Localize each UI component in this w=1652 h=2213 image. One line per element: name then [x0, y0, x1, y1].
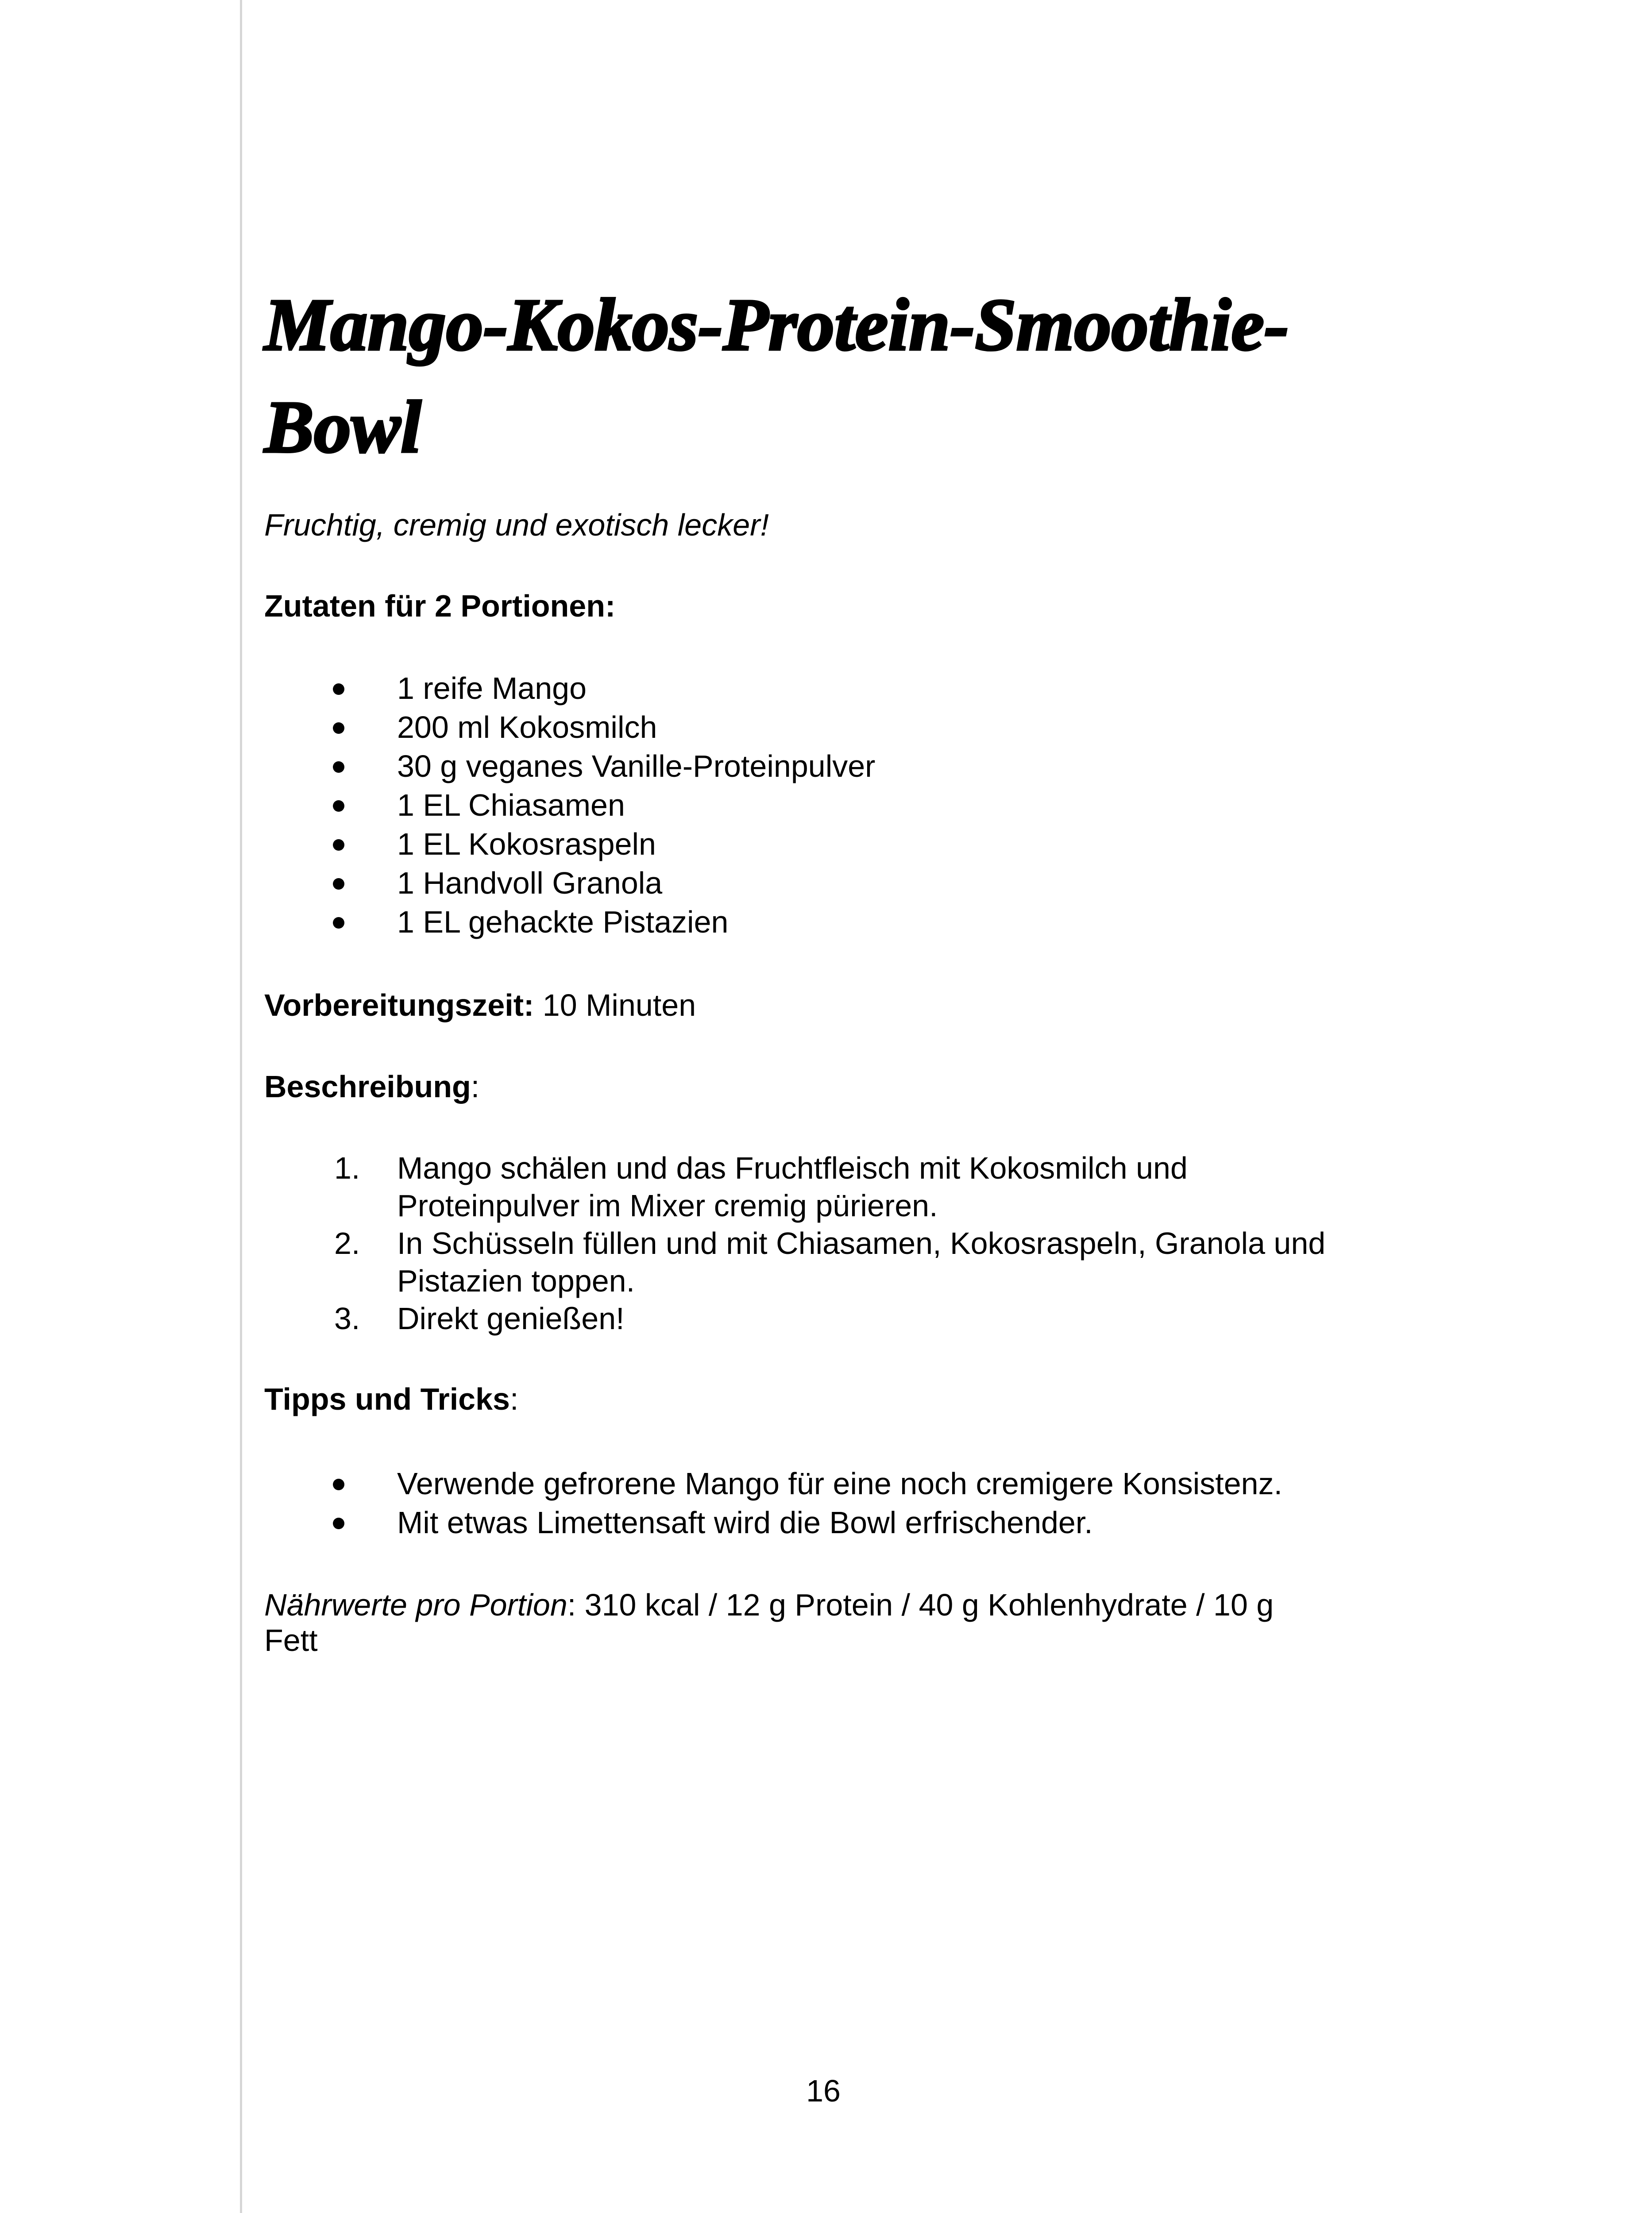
ingredient-text: 1 EL gehackte Pistazien [397, 905, 729, 939]
tips-suffix: : [509, 1382, 519, 1416]
step-number: 3. [334, 1301, 360, 1336]
tip-text: Verwende gefrorene Mango für eine noch cremigere Konsistenz. [397, 1466, 1283, 1501]
step-number: 1. [334, 1151, 360, 1185]
step-number: 2. [334, 1226, 360, 1261]
prep-time-value: 10 Minuten [542, 988, 696, 1022]
recipe-title: Mango-Kokos-Protein-Smoothie-Bowl [264, 284, 1289, 468]
description-heading [264, 1067, 479, 1106]
tips-heading [264, 1380, 518, 1419]
page-margin-rule [240, 0, 242, 2213]
step-text: Mango schälen und das Fruchtfleisch mit Kokosmilch und Proteinpulver im Mixer cremig pürieren. [397, 1151, 1188, 1223]
bullet-icon [333, 839, 344, 851]
ingredients-heading: Zutaten für 2 Portionen: [264, 589, 616, 623]
ingredient-text: 1 EL Chiasamen [397, 788, 625, 822]
step-text: In Schüsseln füllen und mit Chiasamen, Kokosraspeln, Granola und Pistazien toppen. [397, 1226, 1326, 1298]
step-text: Direkt genießen! [397, 1301, 625, 1336]
description-label: Beschreibung [264, 1069, 471, 1104]
ingredient-text: 200 ml Kokosmilch [397, 710, 657, 744]
ingredient-text: 1 Handvoll Granola [397, 866, 663, 900]
ingredient-text: 1 EL Kokosraspeln [397, 827, 656, 861]
step-item [334, 1300, 1349, 1338]
recipe-subtitle: Fruchtig, cremig und exotisch lecker! [264, 508, 769, 542]
bullet-icon [333, 761, 344, 773]
step-item [334, 1225, 1349, 1300]
tips-label: Tipps und Tricks [264, 1382, 510, 1416]
page-number: 16 [806, 2074, 841, 2108]
bullet-icon [333, 722, 344, 734]
ingredient-text: 1 reife Mango [397, 671, 587, 706]
bullet-icon [333, 1518, 344, 1529]
bullet-icon [333, 800, 344, 812]
nutrition-label: Nährwerte pro Portion [264, 1588, 567, 1622]
bullet-icon [333, 1479, 344, 1490]
bullet-icon [333, 683, 344, 695]
nutrition-value: 310 kcal / 12 g Protein / 40 g Kohlenhydrate / 10 g Fett [264, 1588, 1274, 1658]
nutrition-info [264, 1587, 1305, 1658]
description-suffix: : [471, 1069, 480, 1104]
nutrition-suffix: : [567, 1588, 576, 1622]
bullet-icon [333, 878, 344, 890]
prep-time-label: Vorbereitungszeit: [264, 988, 534, 1022]
prep-time [264, 986, 696, 1025]
bullet-icon [333, 917, 344, 929]
tip-text: Mit etwas Limettensaft wird die Bowl erfrischender. [397, 1505, 1093, 1540]
step-item [334, 1149, 1349, 1225]
ingredient-text: 30 g veganes Vanille-Proteinpulver [397, 749, 876, 783]
steps-list [334, 1149, 1349, 1338]
